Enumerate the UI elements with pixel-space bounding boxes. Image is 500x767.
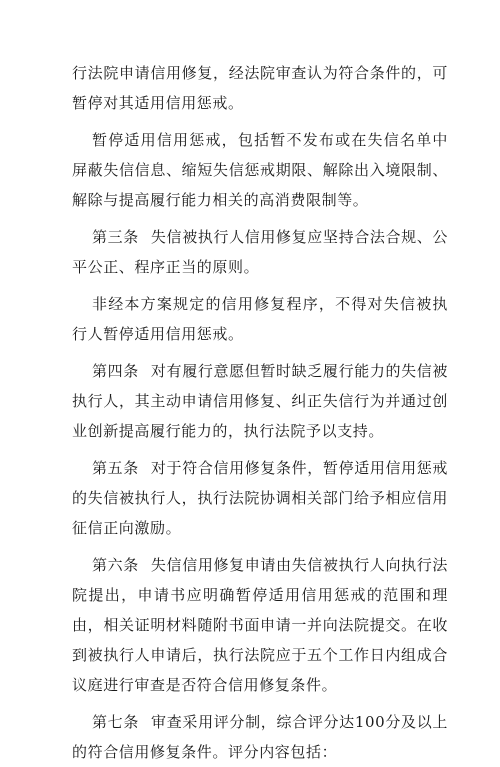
paragraph-suspension-scope	[72, 125, 448, 215]
article-4	[72, 356, 448, 446]
article-text: 对有履行意愿但暂时缺乏履行能力的失信被执行人，其主动申请信用修复、纠正失信行为并通过创业创新提高履行能力的，执行法院予以支持。	[72, 362, 448, 440]
article-text: 对于符合信用修复条件，暂停适用信用惩戒的失信被执行人，执行法院协调相关部门给予相应信用征信正向激励。	[72, 459, 448, 537]
article-number: 第七条	[92, 713, 140, 731]
article-number: 第六条	[92, 556, 139, 574]
article-number: 第四条	[92, 362, 139, 380]
paragraph-continuation	[72, 58, 448, 118]
article-text: 失信被执行人信用修复应坚持合法合规、公平公正、程序正当的原则。	[72, 228, 448, 276]
article-6	[72, 550, 448, 700]
article-5	[72, 453, 448, 543]
article-3	[72, 222, 448, 282]
article-number: 第五条	[92, 459, 139, 477]
article-7	[72, 707, 448, 767]
article-text: 失信信用修复申请由失信被执行人向执行法院提出，申请书应明确暂停适用信用惩戒的范围和理由，相关证明材料随附书面申请一并向法院提交。在收到被执行人申请后，执行法院应于五个工作日内组成合议庭进行审查是否符合信用修复条件。	[72, 556, 448, 694]
article-text: 审查采用评分制，综合评分达100分及以上的符合信用修复条件。评分内容包括：	[72, 713, 448, 761]
paragraph-text: 非经本方案规定的信用修复程序，不得对失信被执行人暂停适用信用惩戒。	[72, 295, 448, 343]
paragraph-text: 暂停适用信用惩戒，包括暂不发布或在失信名单中屏蔽失信信息、缩短失信惩戒期限、解除出入境限制、解除与提高履行能力相关的高消费限制等。	[72, 131, 448, 209]
paragraph-text: 行法院申请信用修复，经法院审查认为符合条件的，可暂停对其适用信用惩戒。	[72, 64, 448, 112]
paragraph-procedure-note	[72, 289, 448, 349]
article-number: 第三条	[92, 228, 139, 246]
